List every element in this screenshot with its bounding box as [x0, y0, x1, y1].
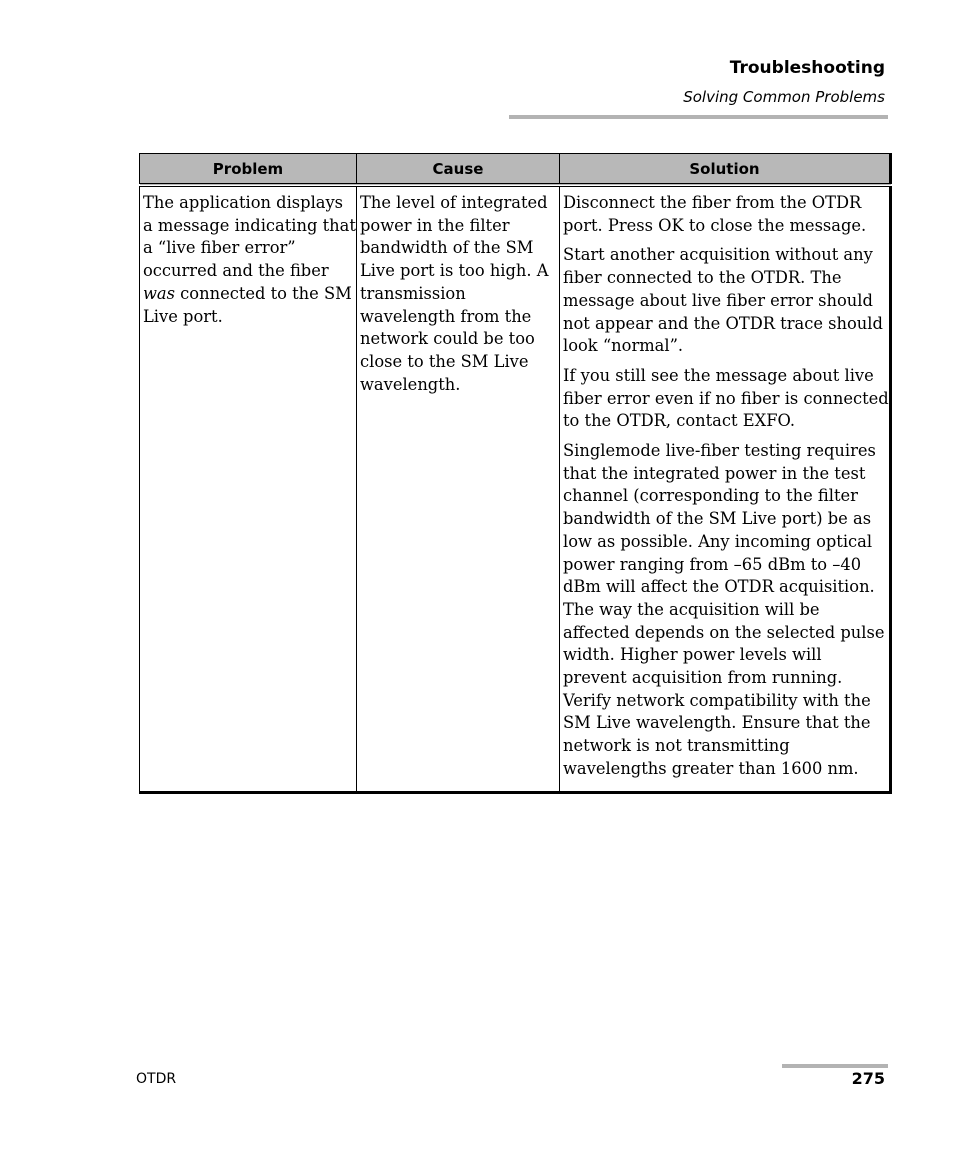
table-row	[140, 185, 891, 792]
solution-cell	[560, 185, 891, 792]
section-title: Solving Common Problems	[683, 88, 885, 106]
solution-step-disconnect: Disconnect the fiber from the OTDR port. Press OK to close the message.	[563, 193, 867, 235]
problem-cell	[140, 185, 357, 792]
footer-divider	[782, 1064, 888, 1068]
column-header-problem: Problem	[140, 154, 357, 186]
footer-product: OTDR	[136, 1071, 177, 1087]
header-divider	[509, 115, 888, 119]
solution-step-reacquire: Start another acquisition without any fiber connected to the OTDR. The message about live fiber error should not appear and the OTDR trace should look “normal”.	[563, 245, 883, 356]
column-header-cause: Cause	[357, 154, 560, 186]
solution-note-live-fiber: Singlemode live-fiber testing requires that the integrated power in the test channel (corresponding to the filter bandwidth of the SM Live port) be as low as possible. Any incoming optical power ranging from –65 dBm to –40 dBm will affect the OTDR acquisition. The way the acquisition will be affected depends on the selected pulse width. Higher power levels will prevent acquisition from running. Verify network compatibility with the SM Live wavelength. Ensure that the network is not transmitting wavelengths greater than 1600 nm.	[563, 441, 885, 778]
cause-cell	[357, 185, 560, 792]
problem-text-start: The application displays a message indicating that a “live fiber error” occurred and the fiber	[143, 193, 356, 281]
chapter-title: Troubleshooting	[729, 58, 885, 78]
problem-text-end: connected to the SM Live port.	[143, 283, 352, 326]
page-number: 275	[851, 1069, 885, 1088]
solution-step-contact: If you still see the message about live fiber error even if no fiber is connected to the OTDR, contact EXFO.	[563, 365, 889, 431]
column-header-solution: Solution	[560, 154, 891, 186]
problem-text-emphasis: was	[143, 283, 175, 303]
troubleshooting-table	[139, 153, 892, 794]
table-header-row	[140, 154, 891, 186]
cause-text: The level of integrated power in the filter bandwidth of the SM Live port is too high. A transmission wavelength from the network could be too close to the SM Live wavelength.	[360, 193, 549, 394]
